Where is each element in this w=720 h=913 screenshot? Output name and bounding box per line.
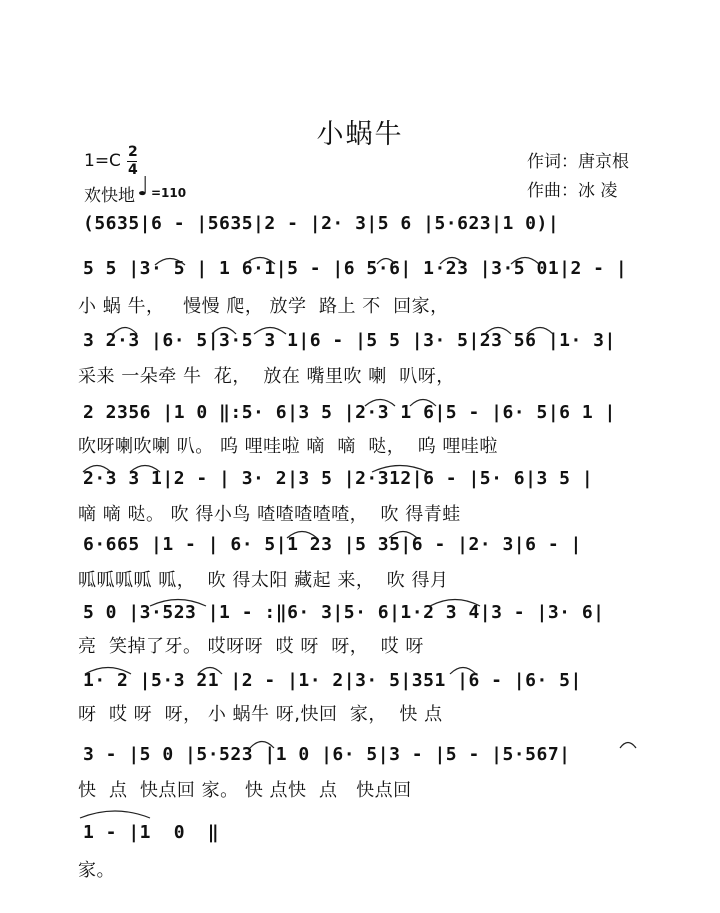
lyric-line-8: 呀 哎 呀 呀， 小 蜗牛 呀,快回 家， 快 点 <box>78 704 443 725</box>
lyric-line-3: 采来 一朵牵 牛 花， 放在 嘴里吹 喇 叭呀， <box>78 366 455 387</box>
lyric-line-5: 嘀 嘀 哒。 吹 得小鸟 喳喳喳喳喳， 吹 得青蛙 <box>78 504 461 525</box>
notation-line-2: 5 5 |3· 5 | 1 6·1|5 - |6 5·6| 1·23 |3·5 01|2 - | <box>83 258 628 279</box>
quarter-note-icon: ♩ <box>137 172 150 202</box>
composer-credit: 作曲：冰 凌 <box>527 181 618 201</box>
lyric-line-2: 小 蜗 牛， 慢慢 爬， 放学 路上 不 回家， <box>78 296 449 317</box>
tempo-label: 欢快地 <box>84 186 135 206</box>
song-title: 小蜗牛 <box>316 119 404 150</box>
lyricist-credit: 作词：唐京根 <box>527 152 629 172</box>
tempo-value: =110 <box>151 186 187 200</box>
notation-line-7: 5 0 |3·523 |1 - :‖6· 3|5· 6|1·2 3 4|3 - |3· 6| <box>83 602 605 623</box>
notation-line-3: 3 2·3 |6· 5|3·5 3 1|6 - |5 5 |3· 5|23 56 |1· 3| <box>83 330 616 351</box>
notation-line-10: 1 - |1 0 ‖ <box>83 822 220 843</box>
lyric-line-4: 吹呀喇吹喇 叭。 呜 哩哇啦 嘀 嘀 哒， 呜 哩哇啦 <box>78 436 498 457</box>
notation-line-5: 2·3 3 1|2 - | 3· 2|3 5 |2·312|6 - |5· 6|3 5 | <box>83 468 594 489</box>
time-signature-bottom: 4 <box>128 162 138 178</box>
time-signature-top: 2 <box>128 144 138 160</box>
notation-line-6: 6·665 |1 - | 6· 5|1 23 |5 35|6 - |2· 3|6 - | <box>83 534 582 555</box>
notation-line-4: 2 2356 |1 0 ‖:5· 6|3 5 |2·3 1 6|5 - |6· 5|6 1 | <box>83 402 616 423</box>
lyric-line-7: 亮 笑掉了牙。 哎呀呀 哎 呀 呀， 哎 呀 <box>78 636 424 657</box>
lyric-line-9: 快 点 快点回 家。 快 点快 点 快点回 <box>78 780 412 801</box>
slur-mark <box>80 811 150 818</box>
notation-line-1: (5635|6 - |5635|2 - |2· 3|5 6 |5·623|1 0)| <box>83 213 560 234</box>
notation-line-9: 3 - |5 0 |5·523 |1 0 |6· 5|3 - |5 - |5·567| <box>83 744 571 765</box>
notation-line-8: 1· 2 |5·3 21 |2 - |1· 2|3· 5|351 |6 - |6· 5| <box>83 670 582 691</box>
lyric-line-6: 呱呱呱呱 呱， 吹 得太阳 藏起 来， 吹 得月 <box>78 570 449 591</box>
lyric-line-10: 家。 <box>78 860 115 881</box>
key-signature: 1=C <box>84 151 121 171</box>
